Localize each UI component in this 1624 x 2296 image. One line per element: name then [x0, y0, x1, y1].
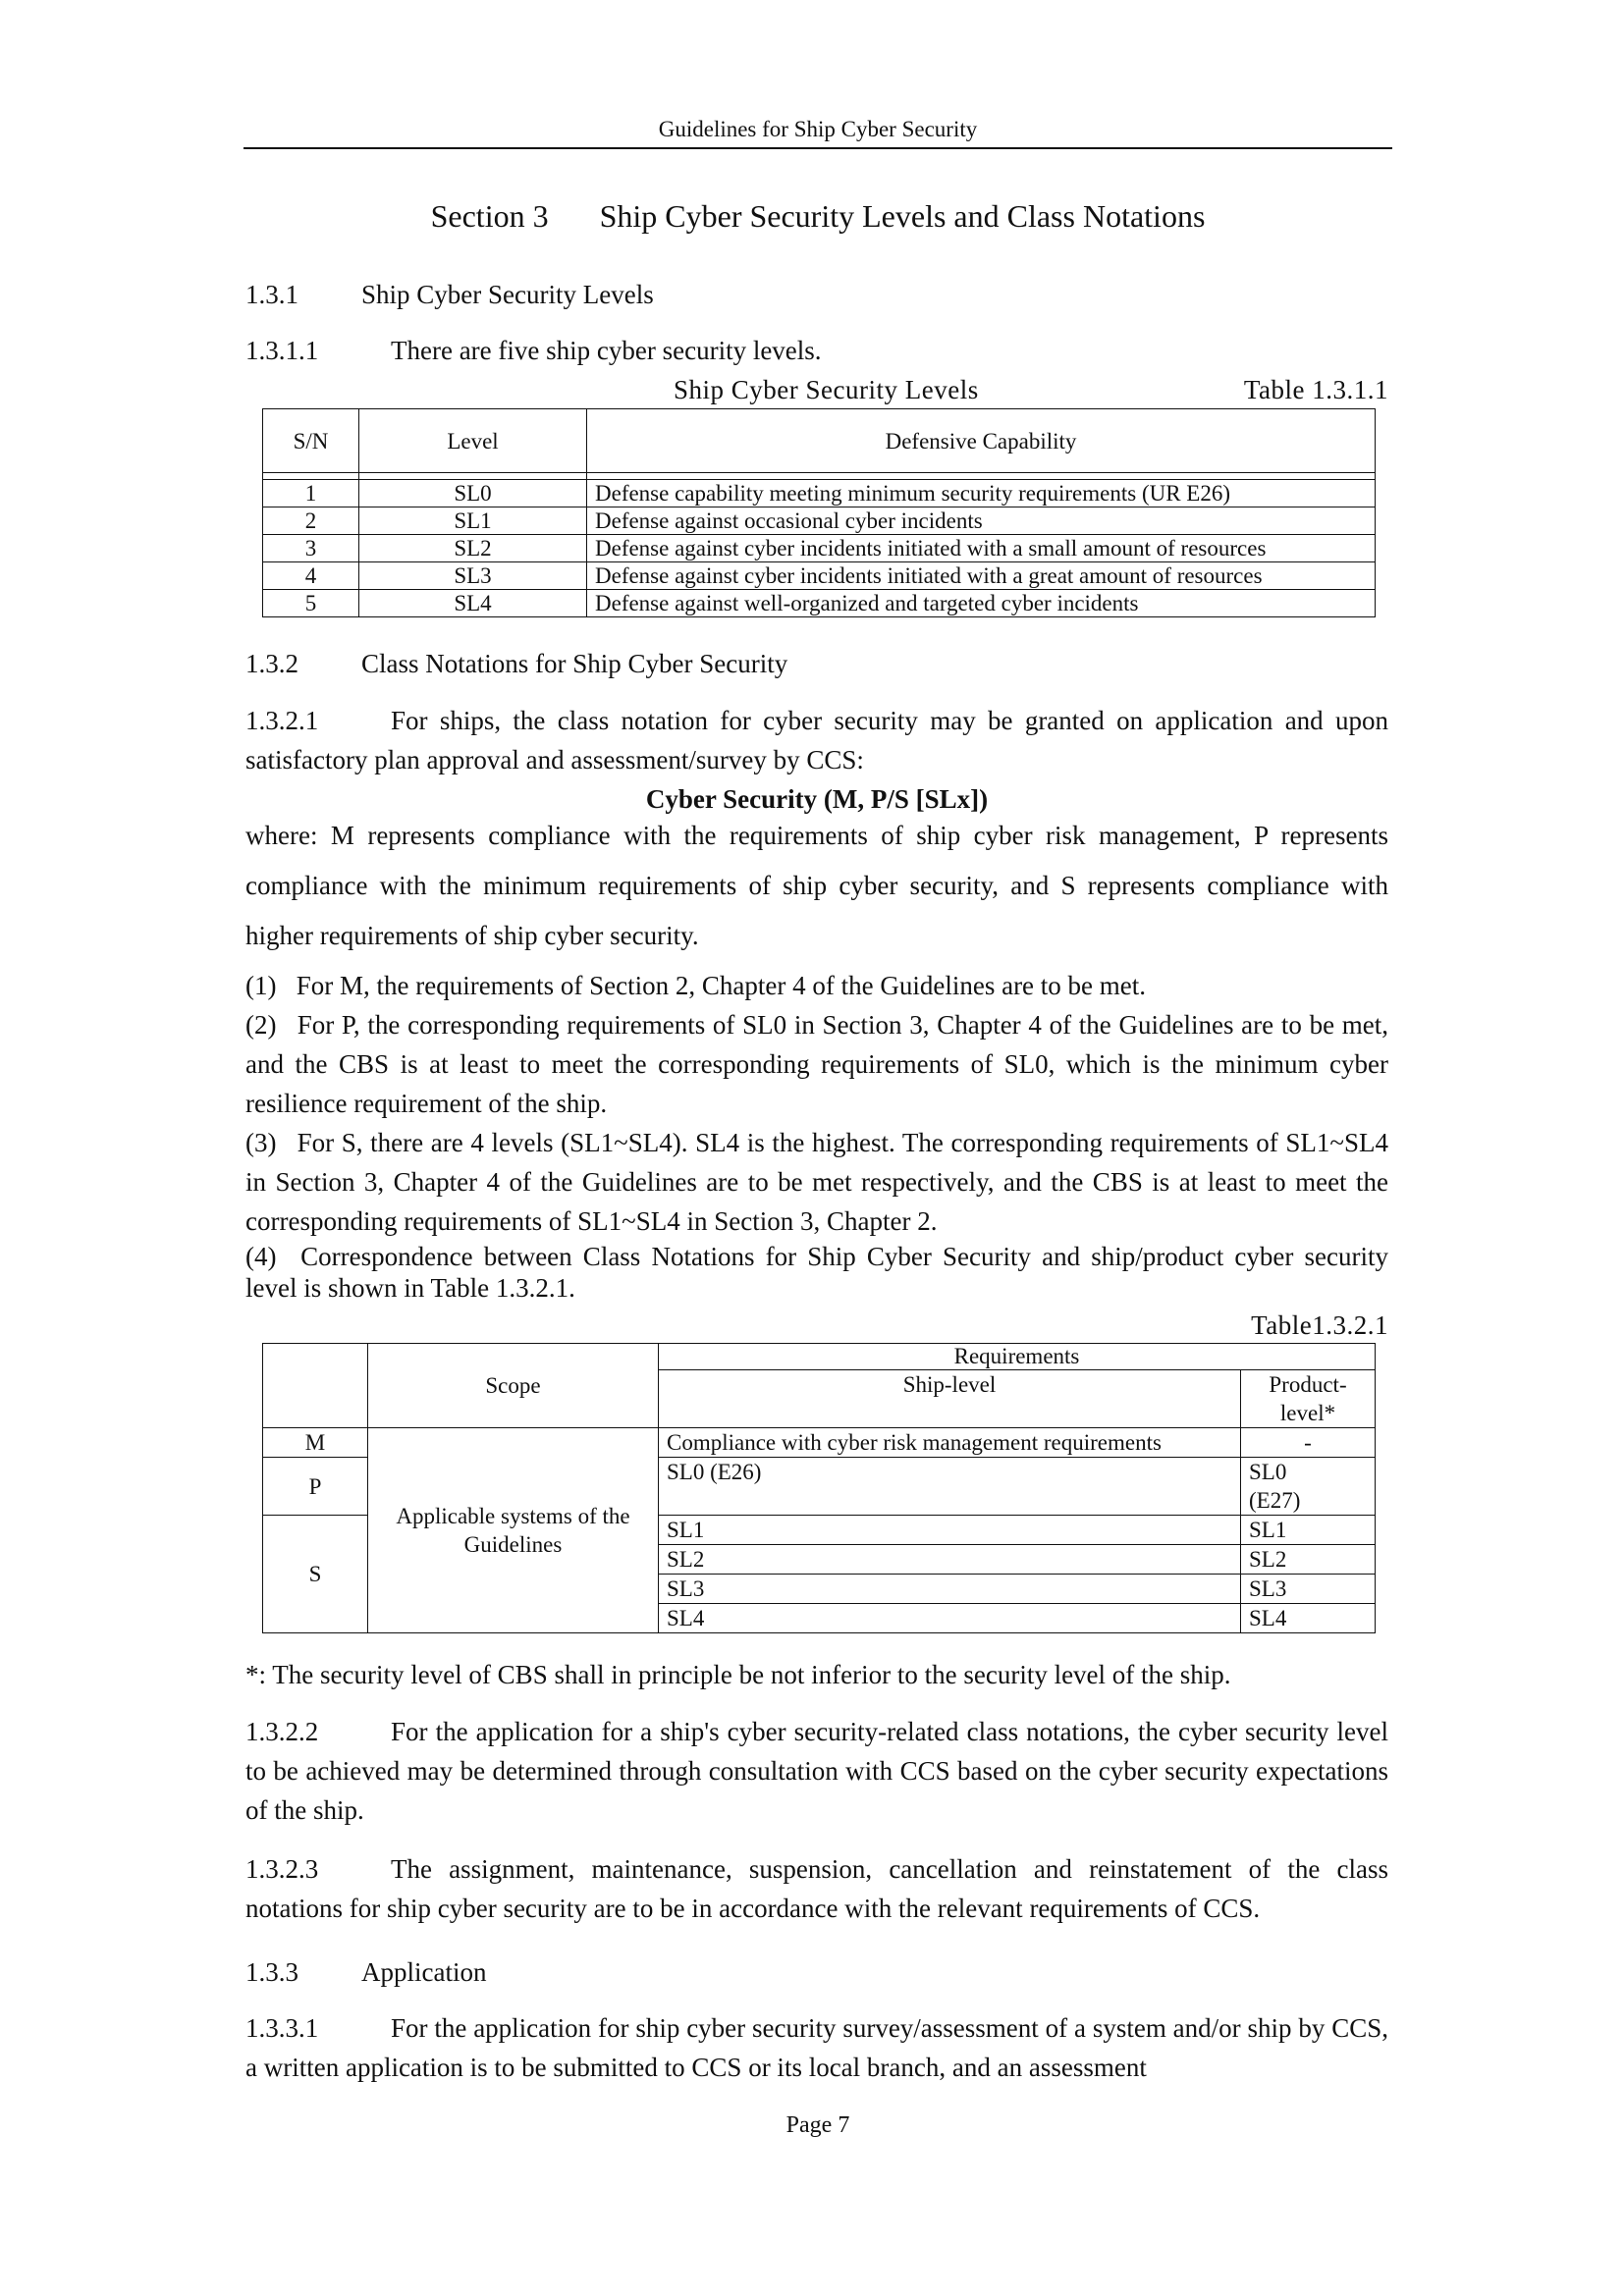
table-header-row [263, 409, 1376, 473]
paragraph-1-3-1-1: 1.3.1.1 There are five ship cyber security levels. [245, 336, 822, 365]
section-number: Section 3 [430, 198, 549, 234]
notation-explanation: where: M represents compliance with the requirements of ship cyber risk management, P represents compliance with the minimum requirements of ship cyber security, and S represents compliance with higher requirements of ship cyber security. [245, 821, 1388, 950]
list-item: (4) Correspondence between Class Notations for Ship Cyber Security and ship/product cyber security level is shown in Table 1.3.2.1. [245, 1242, 1388, 1303]
table-1-3-1-1-caption [245, 371, 1388, 408]
header-requirements: Requirements [659, 1344, 1376, 1370]
security-levels-table [262, 408, 1376, 617]
list-item: (2) For P, the corresponding requirements of SL0 in Section 3, Chapter 4 of the Guidelines are to be met, and the CBS is at least to meet the corresponding requirements of SL0, which is the minimum cyber resilience requirement of the ship. [245, 1010, 1388, 1118]
table-footnote: *: The security level of CBS shall in principle be not inferior to the security level of the ship. [245, 1660, 1231, 1689]
heading-1-3-1: 1.3.1 Ship Cyber Security Levels [245, 280, 654, 309]
section-title [244, 194, 1392, 238]
table-row: SL2 SL2 [263, 1545, 1376, 1575]
paragraph-1-3-2-3: 1.3.2.3 The assignment, maintenance, suspension, cancellation and reinstatement of the class notations for ship cyber security are to be in accordance with the relevant requirements of CCS. [245, 1854, 1388, 1923]
header-level: Level [359, 409, 587, 473]
notation-p: P [263, 1458, 368, 1516]
heading-1-3-3: 1.3.3 Application [245, 1957, 487, 1987]
table-row: S SL1 SL1 [263, 1516, 1376, 1545]
heading-1-3-2: 1.3.2 Class Notations for Ship Cyber Security [245, 649, 788, 678]
class-notation: Cyber Security (M, P/S [SLx]) [645, 784, 989, 814]
table-number: Table 1.3.1.1 [1243, 375, 1388, 404]
table-row: SL4 SL4 [263, 1604, 1376, 1633]
table-caption: Ship Cyber Security Levels [674, 375, 979, 404]
header-scope: Scope [368, 1344, 659, 1428]
notation-s: S [263, 1516, 368, 1633]
page-number: Page 7 [785, 2112, 850, 2138]
table-row: P SL0 (E26) SL0 (E27) [263, 1458, 1376, 1516]
paragraph-1-3-2-2: 1.3.2.2 For the application for a ship's cyber security-related class notations, the cyber security level to be achieved may be determined through consultation with CCS based on the cyber security expectations of the ship. [245, 1717, 1388, 1825]
notation-m: M [263, 1428, 368, 1458]
section-heading: Ship Cyber Security Levels and Class Notations [599, 198, 1206, 234]
table-row: 5 SL4 Defense against well-organized and targeted cyber incidents [263, 590, 1376, 617]
table-row: 1 SL0 Defense capability meeting minimum security requirements (UR E26) [263, 480, 1376, 507]
paragraph-1-3-3-1: 1.3.3.1 For the application for ship cyber security survey/assessment of a system and/or ship by CCS, a written application is to be submitted to CCS or its local branch, and an assessment [245, 2013, 1388, 2082]
table-number: Table1.3.2.1 [1251, 1310, 1388, 1340]
header-ship-level: Ship-level [659, 1370, 1241, 1428]
table-row: 4 SL3 Defense against cyber incidents initiated with a great amount of resources [263, 562, 1376, 590]
header-defensive-capability: Defensive Capability [587, 409, 1376, 473]
table-row: 2 SL1 Defense against occasional cyber incidents [263, 507, 1376, 535]
list-item: (1) For M, the requirements of Section 2, Chapter 4 of the Guidelines are to be met. [245, 971, 1147, 1000]
running-header: Guidelines for Ship Cyber Security [658, 117, 978, 141]
class-notation-table [262, 1343, 1376, 1633]
table-row: 3 SL2 Defense against cyber incidents initiated with a small amount of resources [263, 535, 1376, 562]
list-item: (3) For S, there are 4 levels (SL1~SL4). SL4 is the highest. The corresponding requirements of SL1~SL4 in Section 3, Chapter 4 of the Guidelines are to be met respectively, and the CBS is at least to meet the corresponding requirements of SL1~SL4 in Section 3, Chapter 2. [245, 1128, 1388, 1236]
header-sn: S/N [263, 409, 359, 473]
header-product-level: Product- level* [1241, 1370, 1376, 1428]
scope-value: Applicable systems of the Guidelines [368, 1428, 659, 1633]
paragraph-1-3-2-1: 1.3.2.1 For ships, the class notation for cyber security may be granted on application and upon satisfactory plan approval and assessment/survey by CCS: [245, 706, 1388, 774]
header-rule [244, 147, 1392, 149]
table-row: M Applicable systems of the Guidelines Compliance with cyber risk management requirements - [263, 1428, 1376, 1458]
table-row: SL3 SL3 [263, 1575, 1376, 1604]
